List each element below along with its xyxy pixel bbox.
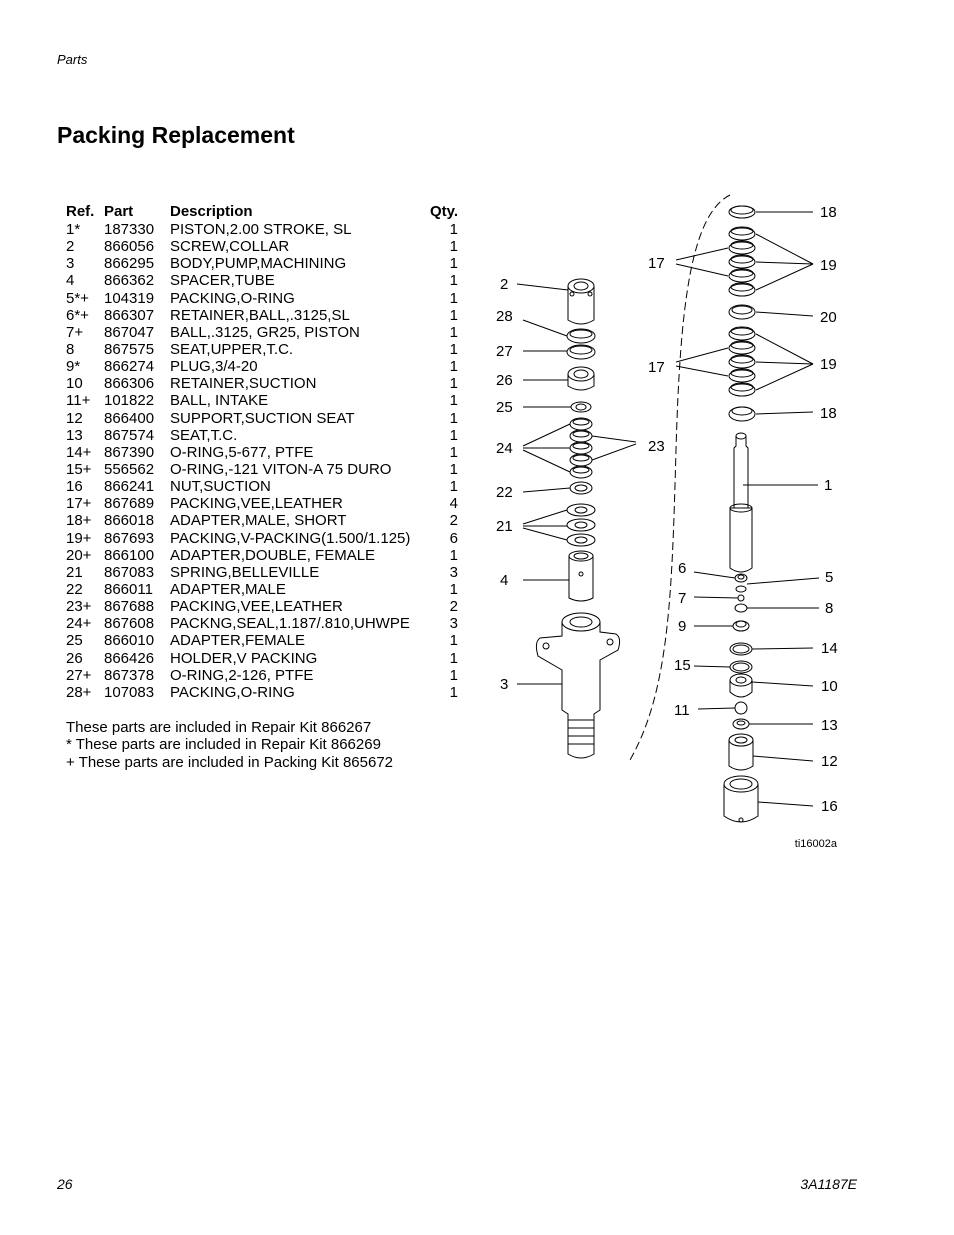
cell-qty: 1 <box>449 683 458 701</box>
cell-part-number: 867575 <box>104 341 155 359</box>
table-row <box>63 375 458 392</box>
cell-qty: 1 <box>449 323 458 341</box>
figure-id: ti16002a <box>794 838 837 850</box>
cell-ref: 6*+ <box>66 306 89 324</box>
table-row <box>63 392 458 409</box>
cell-ref: 1* <box>66 221 81 239</box>
cell-part-number: 867390 <box>104 443 155 461</box>
cell-qty: 6 <box>449 529 458 547</box>
callout-label: 9 <box>678 618 687 635</box>
cell-description: RETAINER,SUCTION <box>170 375 317 393</box>
cell-description: SEAT,UPPER,T.C. <box>170 341 294 359</box>
cell-description: PLUG,3/4-20 <box>170 358 258 376</box>
piston-valve-parts <box>724 574 758 822</box>
callout-label: 11 <box>674 702 690 719</box>
cell-ref: 13 <box>66 426 83 444</box>
cell-part-number: 867688 <box>104 598 155 616</box>
cell-description: O-RING,-121 VITON-A 75 DURO <box>170 461 392 479</box>
callout-label: 21 <box>496 518 513 535</box>
callout-label: 20 <box>820 309 837 326</box>
callout-label: 5 <box>825 569 834 586</box>
cell-qty: 1 <box>449 461 458 479</box>
document-id: 3A1187E <box>800 1176 857 1192</box>
cell-part-number: 867574 <box>104 426 155 444</box>
table-row <box>63 324 458 341</box>
cell-ref: 21 <box>66 563 83 581</box>
callout-label: 1 <box>824 477 833 494</box>
cell-description: O-RING,5-677, PTFE <box>170 443 314 461</box>
cell-part-number: 866426 <box>104 649 155 667</box>
lower-packing-stack <box>567 279 595 601</box>
cell-qty: 1 <box>449 392 458 410</box>
cell-qty: 1 <box>449 306 458 324</box>
callout-label: 18 <box>820 405 837 422</box>
cell-description: ADAPTER,MALE, SHORT <box>170 512 347 530</box>
cell-description: ADAPTER,DOUBLE, FEMALE <box>170 546 376 564</box>
cell-description: PACKING,O-RING <box>170 683 295 701</box>
cell-qty: 1 <box>449 666 458 684</box>
cell-description: BALL,.3125, GR25, PISTON <box>170 323 360 341</box>
cell-qty: 4 <box>449 495 458 513</box>
cell-description: SPACER,TUBE <box>170 272 275 290</box>
alignment-dashed-line <box>630 195 730 760</box>
cell-description: PACKING,O-RING <box>170 289 295 307</box>
cell-ref: 9* <box>66 358 81 376</box>
cell-part-number: 866011 <box>104 581 153 599</box>
cell-ref: 27+ <box>66 666 92 684</box>
callout-label: 28 <box>496 308 513 325</box>
cell-part-number: 866274 <box>104 358 155 376</box>
cell-description: ADAPTER,FEMALE <box>170 632 306 650</box>
cell-ref: 2 <box>66 238 75 256</box>
table-row <box>63 512 458 529</box>
cell-qty: 1 <box>449 649 458 667</box>
page-title: Packing Replacement <box>57 122 295 148</box>
table-row <box>63 581 458 598</box>
cell-ref: 19+ <box>66 529 92 547</box>
section-label: Parts <box>57 52 88 67</box>
cell-qty: 1 <box>449 409 458 427</box>
table-row <box>63 667 458 684</box>
callout-label: 15 <box>674 657 691 674</box>
cell-part-number: 866362 <box>104 272 155 290</box>
cell-part-number: 187330 <box>104 221 155 239</box>
cell-qty: 1 <box>449 289 458 307</box>
cell-description: BALL, INTAKE <box>170 392 269 410</box>
cell-ref: 23+ <box>66 598 92 616</box>
callout-label: 18 <box>820 204 837 221</box>
table-row <box>63 615 458 632</box>
cell-part-number: 867378 <box>104 666 155 684</box>
table-row <box>63 255 458 272</box>
callout-label: 4 <box>500 572 509 589</box>
callout-label: 27 <box>496 343 513 360</box>
cell-ref: 17+ <box>66 495 92 513</box>
cell-part-number: 101822 <box>104 392 155 410</box>
table-row <box>63 547 458 564</box>
callout-label: 12 <box>821 753 838 770</box>
cell-ref: 16 <box>66 478 83 496</box>
kit-note: These parts are included in Repair Kit 866267 <box>66 719 372 736</box>
cell-description: PACKNG,SEAL,1.187/.810,UHWPE <box>170 615 410 633</box>
table-row <box>63 444 458 461</box>
cell-ref: 5*+ <box>66 289 89 307</box>
cell-qty: 2 <box>449 512 458 530</box>
cell-qty: 3 <box>449 615 458 633</box>
cell-qty: 1 <box>449 238 458 256</box>
callout-label: 19 <box>820 257 837 274</box>
parts-table <box>63 202 458 701</box>
exploded-parts-diagram <box>480 190 860 860</box>
cell-part-number: 867047 <box>104 323 155 341</box>
kit-note: + These parts are included in Packing Kit 865672 <box>66 753 394 771</box>
cell-ref: 4 <box>66 272 75 290</box>
cell-part-number: 867608 <box>104 615 155 633</box>
table-row <box>63 427 458 444</box>
cell-description: RETAINER,BALL,.3125,SL <box>170 306 350 324</box>
cell-qty: 1 <box>449 443 458 461</box>
cell-part-number: 866010 <box>104 632 155 650</box>
cell-part-number: 866056 <box>104 238 155 256</box>
cell-part-number: 866306 <box>104 375 155 393</box>
cell-part-number: 866018 <box>104 512 155 530</box>
cell-description: PISTON,2.00 STROKE, SL <box>170 221 352 239</box>
cell-ref: 14+ <box>66 443 92 461</box>
table-row <box>63 358 458 375</box>
callout-label: 10 <box>821 678 838 695</box>
table-row <box>63 461 458 478</box>
callout-label: 19 <box>820 356 837 373</box>
cell-part-number: 867693 <box>104 529 155 547</box>
callout-leaders <box>517 212 819 806</box>
kit-notes <box>66 719 393 771</box>
cell-qty: 1 <box>449 221 458 239</box>
cell-part-number: 867689 <box>104 495 155 513</box>
cell-ref: 18+ <box>66 512 92 530</box>
page-number: 26 <box>57 1176 73 1192</box>
upper-packing-stack <box>729 206 755 421</box>
cell-part-number: 107083 <box>104 683 155 701</box>
piston <box>730 433 752 572</box>
pump-body <box>536 613 619 758</box>
cell-part-number: 866400 <box>104 409 155 427</box>
callout-label: 17 <box>648 255 665 272</box>
column-header-part: Part <box>104 203 134 220</box>
cell-ref: 28+ <box>66 683 92 701</box>
cell-qty: 1 <box>449 272 458 290</box>
cell-description: SCREW,COLLAR <box>170 238 290 256</box>
cell-qty: 1 <box>449 255 458 273</box>
table-row <box>63 684 458 701</box>
cell-ref: 3 <box>66 255 75 273</box>
callout-label: 26 <box>496 372 513 389</box>
cell-ref: 20+ <box>66 546 92 564</box>
table-row <box>63 221 458 238</box>
cell-qty: 1 <box>449 546 458 564</box>
table-header-row <box>63 202 458 221</box>
cell-qty: 1 <box>449 375 458 393</box>
callout-label: 13 <box>821 717 838 734</box>
cell-ref: 15+ <box>66 461 92 479</box>
callout-label: 3 <box>500 676 509 693</box>
table-row <box>63 290 458 307</box>
cell-ref: 25 <box>66 632 83 650</box>
cell-part-number: 104319 <box>104 289 155 307</box>
table-row <box>63 478 458 495</box>
callout-labels <box>496 204 838 815</box>
cell-ref: 10 <box>66 375 83 393</box>
table-row <box>63 530 458 547</box>
callout-label: 2 <box>500 276 509 293</box>
cell-description: O-RING,2-126, PTFE <box>170 666 314 684</box>
cell-part-number: 866100 <box>104 546 155 564</box>
callout-label: 25 <box>496 399 513 416</box>
column-header-qty: Qty. <box>429 203 458 220</box>
table-row <box>63 650 458 667</box>
cell-description: PACKING,VEE,LEATHER <box>170 495 343 513</box>
callout-label: 17 <box>648 359 665 376</box>
cell-qty: 1 <box>449 341 458 359</box>
callout-label: 7 <box>678 590 687 607</box>
callout-label: 16 <box>821 798 838 815</box>
cell-description: SPRING,BELLEVILLE <box>170 563 320 581</box>
cell-qty: 3 <box>449 563 458 581</box>
table-row <box>63 564 458 581</box>
callout-label: 23 <box>648 438 665 455</box>
kit-note: * These parts are included in Repair Kit 866269 <box>66 736 381 754</box>
cell-qty: 2 <box>449 598 458 616</box>
cell-ref: 8 <box>66 341 75 359</box>
cell-part-number: 867083 <box>104 563 155 581</box>
cell-part-number: 866295 <box>104 255 155 273</box>
cell-description: SUPPORT,SUCTION SEAT <box>170 409 355 427</box>
cell-description: BODY,PUMP,MACHINING <box>170 255 347 273</box>
cell-ref: 12 <box>66 409 83 427</box>
cell-description: PACKING,VEE,LEATHER <box>170 598 343 616</box>
callout-label: 6 <box>678 560 687 577</box>
table-row <box>63 598 458 615</box>
cell-ref: 7+ <box>66 323 84 341</box>
table-row <box>63 341 458 358</box>
cell-qty: 1 <box>449 581 458 599</box>
cell-part-number: 556562 <box>104 461 155 479</box>
column-header-ref: Ref. <box>66 203 95 220</box>
table-row <box>63 238 458 255</box>
cell-description: NUT,SUCTION <box>170 478 271 496</box>
callout-label: 22 <box>496 484 513 501</box>
table-row <box>63 272 458 289</box>
cell-qty: 1 <box>449 632 458 650</box>
cell-qty: 1 <box>449 478 458 496</box>
cell-qty: 1 <box>449 358 458 376</box>
cell-description: PACKING,V-PACKING(1.500/1.125) <box>170 529 411 547</box>
cell-ref: 24+ <box>66 615 92 633</box>
callout-label: 24 <box>496 440 513 457</box>
callout-label: 14 <box>821 640 838 657</box>
cell-part-number: 866241 <box>104 478 155 496</box>
callout-label: 8 <box>825 600 834 617</box>
table-row <box>63 495 458 512</box>
cell-ref: 22 <box>66 581 83 599</box>
parts-table-body <box>63 221 458 701</box>
cell-ref: 11+ <box>66 392 91 410</box>
column-header-description: Description <box>170 203 253 220</box>
cell-description: HOLDER,V PACKING <box>170 649 318 667</box>
cell-part-number: 866307 <box>104 306 155 324</box>
cell-ref: 26 <box>66 649 83 667</box>
cell-description: SEAT,T.C. <box>170 426 238 444</box>
table-row <box>63 307 458 324</box>
table-row <box>63 632 458 649</box>
table-row <box>63 410 458 427</box>
cell-qty: 1 <box>449 426 458 444</box>
cell-description: ADAPTER,MALE <box>170 581 286 599</box>
